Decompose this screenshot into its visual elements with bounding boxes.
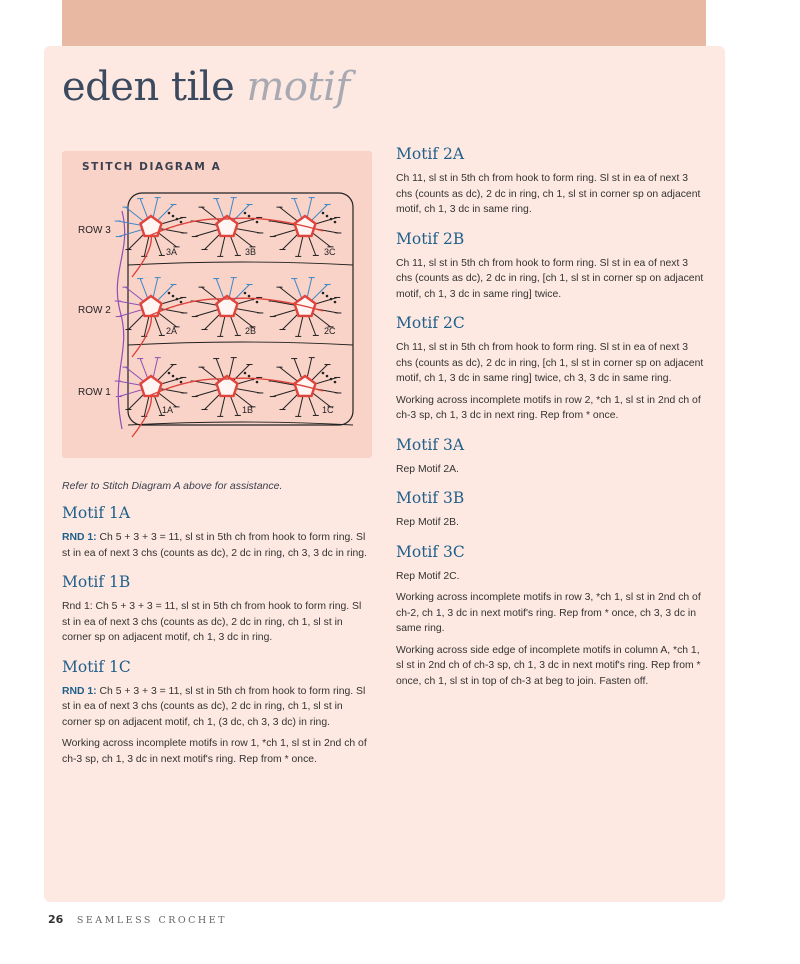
row-label: ROW 3 bbox=[78, 225, 111, 236]
motif-label: 2A bbox=[166, 326, 178, 336]
instruction-text: Rep Motif 2C. bbox=[396, 570, 460, 582]
motif-section bbox=[62, 504, 372, 561]
header-band bbox=[62, 0, 706, 48]
motif-heading: Motif 1A bbox=[62, 504, 131, 522]
instruction-paragraph bbox=[396, 340, 706, 387]
motif-label: 2B bbox=[245, 326, 257, 336]
motif-label: 3C bbox=[324, 247, 336, 257]
slip-stitch-dot bbox=[326, 295, 329, 298]
motif-label: 1B bbox=[242, 405, 254, 415]
slip-stitch-dot bbox=[248, 215, 251, 218]
instruction-text: Rep Motif 2B. bbox=[396, 517, 459, 528]
page-footer bbox=[48, 913, 227, 926]
instruction-text: Rep Motif 2A. bbox=[396, 463, 459, 475]
motif-section bbox=[62, 658, 372, 768]
motif-heading: Motif 3B bbox=[396, 489, 465, 507]
motif-heading: Motif 3A bbox=[396, 435, 465, 454]
slip-stitch-dot bbox=[326, 375, 329, 378]
left-column bbox=[62, 480, 372, 779]
instruction-paragraph bbox=[62, 530, 372, 561]
instruction-text: Ch 11, sl st in 5th ch from hook to form ring. Sl st in ea of next 3 chs (counts as dc), 2 dc in ring, [ch 1, sl st in corner sp on adjacent motif, ch 1, 3 dc in same ring] twice. bbox=[396, 257, 704, 300]
instruction-paragraph bbox=[396, 462, 706, 478]
stitch-diagram-graphic bbox=[62, 151, 372, 458]
right-column bbox=[396, 145, 706, 701]
motif-section bbox=[62, 573, 372, 646]
slip-stitch-dot bbox=[244, 372, 247, 375]
diagram-note: Refer to Stitch Diagram A above for assistance. bbox=[62, 480, 283, 492]
slip-stitch-dot bbox=[322, 372, 325, 375]
instruction-text: Ch 11, sl st in 5th ch from hook to form ring. Sl st in ea of next 3 chs (counts as dc), 2 dc in ring, [ch 1, sl st in corner sp on adjacent motif, ch 1, 3 dc in same ring] twice, ch 3, 3 dc in same ring. bbox=[396, 342, 704, 384]
book-title: SEAMLESS CROCHET bbox=[76, 915, 227, 926]
slip-stitch-dot bbox=[334, 221, 337, 224]
round-label: RND 1: bbox=[62, 685, 97, 697]
instruction-text: Working across incomplete motifs in row 2, *ch 1, sl st in 2nd ch of ch-3 sp, ch 1, 3 dc in next ring. Rep from * once. bbox=[396, 394, 701, 421]
motif-heading: Motif 2A bbox=[396, 145, 465, 163]
slip-stitch-dot bbox=[172, 375, 175, 378]
page-number: 26 bbox=[48, 913, 64, 926]
motif-label: 3A bbox=[166, 247, 178, 257]
slip-stitch-dot bbox=[180, 221, 183, 224]
instruction-text: Ch 5 + 3 + 3 = 11, sl st in 5th ch from hook to form ring. Sl st in ea of next 3 chs (counts as dc), 2 dc in ring, ch 3, 3 dc in ring. bbox=[62, 532, 367, 559]
motif-label: 1C bbox=[322, 405, 334, 415]
slip-stitch-dot bbox=[180, 301, 183, 304]
motif-section bbox=[396, 543, 706, 690]
motif-heading: Motif 1B bbox=[62, 573, 131, 591]
instruction-paragraph bbox=[62, 599, 372, 646]
instruction-paragraph bbox=[396, 393, 706, 424]
instruction-text: Rnd 1: Ch 5 + 3 + 3 = 11, sl st in 5th ch from hook to form ring. Sl st in ea of next 3 chs (counts as dc), 2 dc in ring, ch 1, sl st in corner sp on adjacent motif, ch 1, 3 dc in ring. bbox=[62, 601, 362, 643]
slip-stitch-dot bbox=[168, 372, 171, 375]
slip-stitch-dot bbox=[172, 295, 175, 298]
instruction-paragraph bbox=[396, 643, 706, 690]
motif-section bbox=[396, 314, 706, 424]
instruction-paragraph bbox=[396, 171, 706, 218]
instruction-paragraph bbox=[62, 736, 372, 767]
instruction-text: Working across incomplete motifs in row 1, *ch 1, sl st in 2nd ch of ch-3 sp, ch 1, 3 dc in next motif's ring. Rep from * once. bbox=[62, 738, 367, 765]
title-accent: motif bbox=[246, 64, 350, 110]
row-chain bbox=[128, 342, 353, 345]
row-chain bbox=[128, 262, 353, 265]
motif-section bbox=[396, 436, 706, 478]
slip-stitch-dot bbox=[176, 298, 179, 301]
row-label: ROW 1 bbox=[78, 387, 111, 398]
slip-stitch-dot bbox=[334, 381, 337, 384]
instruction-text: Ch 11, sl st in 5th ch from hook to form ring. Sl st in ea of next 3 chs (counts as dc), 2 dc in ring, ch 1, sl st in corner sp on adjacent motif, ch 1, 3 dc in same ring. bbox=[396, 173, 701, 215]
slip-stitch-dot bbox=[172, 215, 175, 218]
motif-heading: Motif 2C bbox=[396, 314, 465, 332]
instruction-paragraph bbox=[396, 569, 706, 585]
slip-stitch-dot bbox=[256, 301, 259, 304]
slip-stitch-dot bbox=[248, 375, 251, 378]
slip-stitch-dot bbox=[180, 381, 183, 384]
slip-stitch-dot bbox=[248, 295, 251, 298]
slip-stitch-dot bbox=[330, 378, 333, 381]
title-main: eden tile bbox=[62, 64, 235, 110]
slip-stitch-dot bbox=[176, 378, 179, 381]
slip-stitch-dot bbox=[326, 215, 329, 218]
slip-stitch-dot bbox=[322, 292, 325, 295]
slip-stitch-dot bbox=[168, 292, 171, 295]
diagram-title: STITCH DIAGRAM A bbox=[82, 161, 222, 173]
motif-section bbox=[396, 489, 706, 531]
motif-section bbox=[396, 230, 706, 303]
slip-stitch-dot bbox=[330, 218, 333, 221]
instruction-paragraph bbox=[62, 684, 372, 731]
instruction-text: Ch 5 + 3 + 3 = 11, sl st in 5th ch from hook to form ring. Sl st in ea of next 3 chs (counts as dc), 2 dc in ring, ch 1, sl st in corner sp on adjacent motif, ch 1, (3 dc, ch 3, 3 dc) in ring. bbox=[62, 685, 366, 728]
instruction-paragraph bbox=[396, 256, 706, 303]
motif-label: 3B bbox=[245, 247, 257, 257]
stitch-diagram bbox=[62, 151, 372, 458]
slip-stitch-dot bbox=[334, 301, 337, 304]
slip-stitch-dot bbox=[244, 292, 247, 295]
motif-heading: Motif 1C bbox=[62, 657, 131, 676]
instruction-paragraph bbox=[396, 515, 706, 531]
motif-heading: Motif 3C bbox=[396, 542, 465, 561]
motif-section bbox=[396, 145, 706, 218]
slip-stitch-dot bbox=[330, 298, 333, 301]
slip-stitch-dot bbox=[176, 218, 179, 221]
motif-label: 1A bbox=[162, 405, 174, 415]
slip-stitch-dot bbox=[322, 212, 325, 215]
instruction-text: Working across incomplete motifs in row 3, *ch 1, sl st in 2nd ch of ch-2, ch 1, 3 dc in next motif's ring. Rep from * once, ch 3, 3 dc in same ring. bbox=[396, 592, 701, 634]
slip-stitch-dot bbox=[168, 212, 171, 215]
instruction-paragraph bbox=[396, 590, 706, 637]
slip-stitch-dot bbox=[256, 381, 259, 384]
row-label: ROW 2 bbox=[78, 305, 111, 316]
instruction-text: Working across side edge of incomplete motifs in column A, *ch 1, sl st in 2nd ch of ch-3 sp, ch 1, 3 dc in next motif's ring. Rep from * once, ch 1, sl st in top of ch-3 at beg to join. Fasten off. bbox=[396, 644, 701, 687]
round-label: RND 1: bbox=[62, 532, 97, 543]
slip-stitch-dot bbox=[256, 221, 259, 224]
page-title bbox=[62, 64, 350, 110]
slip-stitch-dot bbox=[244, 212, 247, 215]
motif-label: 2C bbox=[324, 326, 336, 336]
motif-heading: Motif 2B bbox=[396, 229, 465, 248]
